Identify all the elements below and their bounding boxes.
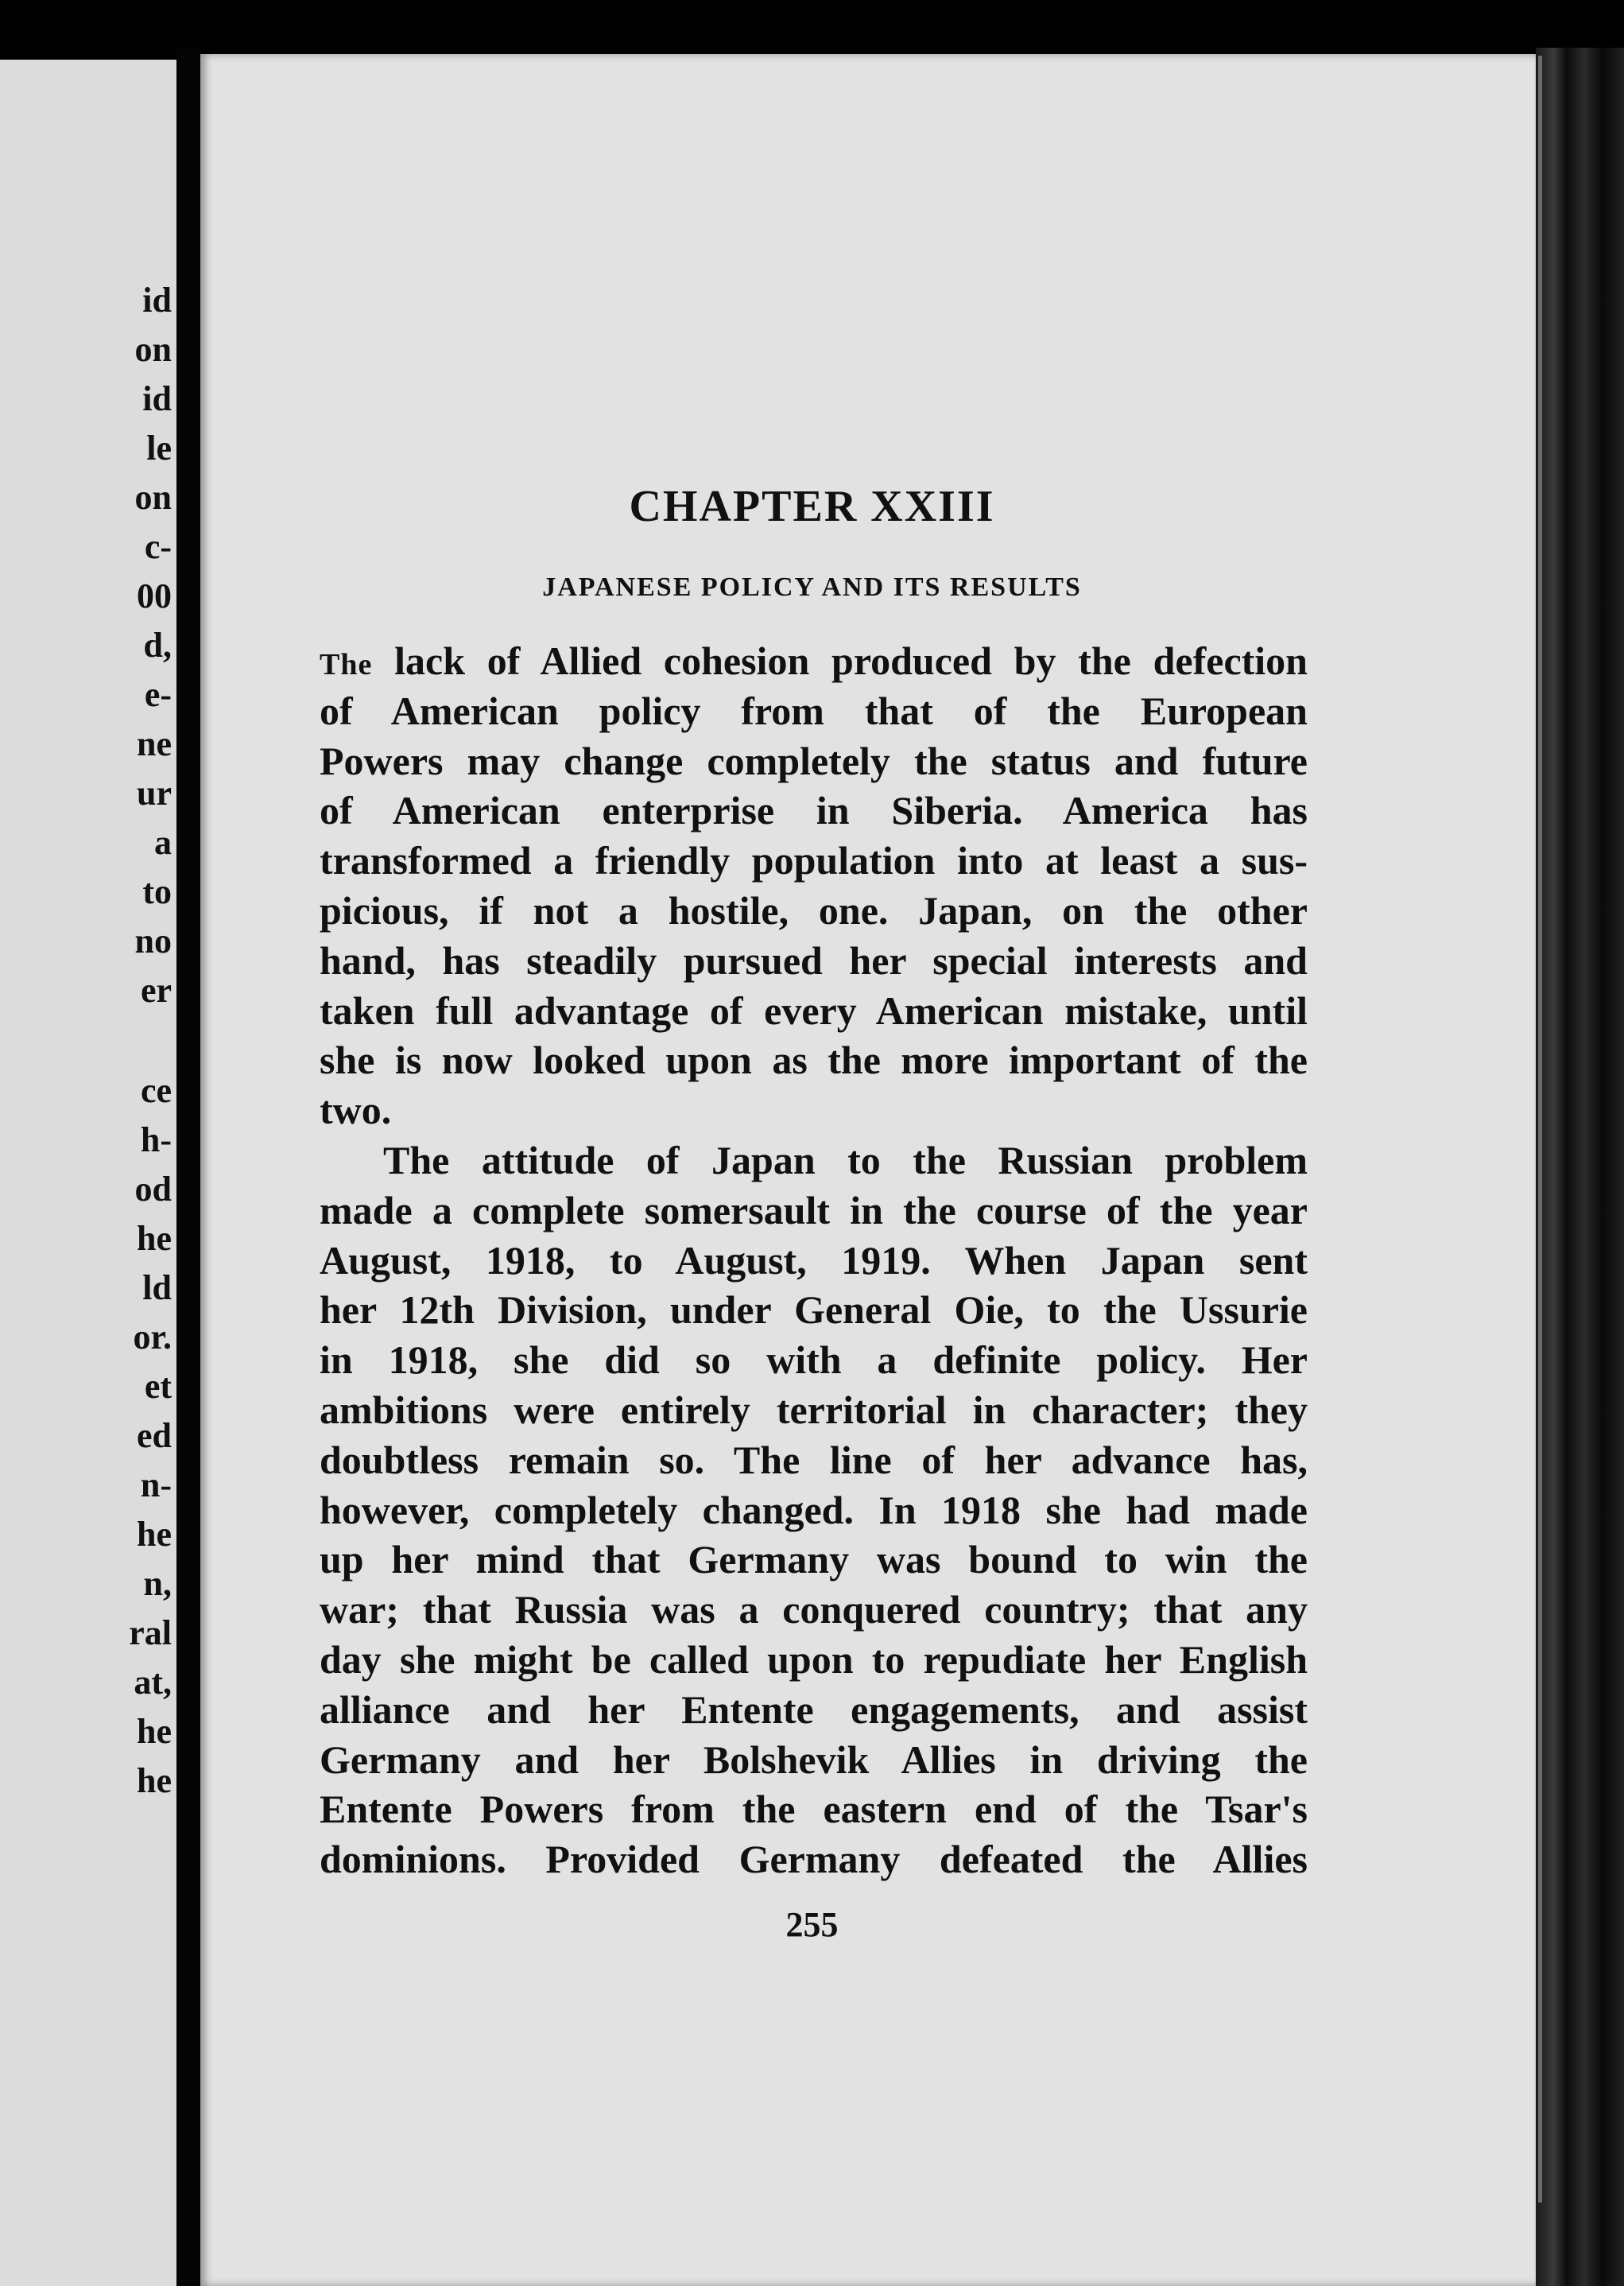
left-line-fragment: n-: [140, 1465, 172, 1504]
smallcaps-first-word: The: [320, 648, 373, 681]
left-line-fragment: ld: [142, 1268, 172, 1307]
left-line-fragment: et: [144, 1367, 172, 1406]
text-line: Powers may change completely the status and future: [320, 738, 1308, 783]
text-line: of American policy from that of the European: [320, 688, 1308, 733]
text-line: up her mind that Germany was bound to win the: [320, 1537, 1308, 1582]
left-line-fragment: d,: [143, 626, 172, 665]
text-line: however, completely changed. In 1918 she had made: [320, 1487, 1308, 1532]
text-line: ambitions were entirely territorial in character; they: [320, 1387, 1308, 1432]
book-gutter: [176, 48, 200, 2286]
page-edges: [1536, 48, 1624, 2286]
text-line: alliance and her Entente engagements, and assist: [320, 1686, 1308, 1732]
left-line-fragment: he: [137, 1219, 172, 1258]
left-page-fragment: [0, 60, 176, 2286]
left-line-fragment: a: [154, 823, 172, 862]
text-line-rest: lack of Allied cohesion produced by the defection: [372, 638, 1308, 683]
left-line-fragment: on: [134, 330, 172, 369]
text-line: in 1918, she did so with a definite policy. Her: [320, 1337, 1308, 1383]
left-line-fragment: 00: [137, 576, 172, 615]
text-line: picious, if not a hostile, one. Japan, on the other: [320, 887, 1308, 933]
text-line: her 12th Division, under General Oie, to the Ussurie: [320, 1287, 1308, 1333]
left-line-fragment: no: [134, 922, 172, 961]
left-line-fragment: id: [142, 379, 172, 418]
left-line-fragment: ne: [137, 724, 172, 763]
text-line: Germany and her Bolshevik Allies in driving the: [320, 1737, 1308, 1782]
left-line-fragment: od: [134, 1170, 172, 1209]
left-line-fragment: or.: [133, 1318, 172, 1356]
text-line: taken full advantage of every American mistake, until: [320, 988, 1308, 1033]
left-line-fragment: er: [140, 971, 172, 1010]
text-line: Entente Powers from the eastern end of the Tsar's: [320, 1787, 1308, 1832]
left-line-fragment: ur: [137, 774, 172, 813]
left-line-fragment: to: [142, 872, 172, 911]
left-line-fragment: he: [137, 1761, 172, 1800]
text-line: doubtless remain so. The line of her advance has,: [320, 1437, 1308, 1482]
text-line: August, 1918, to August, 1919. When Japan sent: [320, 1237, 1308, 1283]
left-line-fragment: ed: [137, 1416, 172, 1455]
page-edge-highlight: [1538, 56, 1542, 2203]
left-line-fragment: c-: [144, 527, 172, 566]
left-line-fragment: le: [146, 429, 172, 468]
chapter-subtitle: JAPANESE POLICY AND ITS RESULTS: [542, 572, 1082, 602]
text-line: dominions. Provided Germany defeated the Allies: [320, 1837, 1308, 1882]
left-line-fragment: e-: [144, 675, 172, 714]
text-line: transformed a friendly population into at least a sus-: [320, 838, 1308, 883]
left-line-fragment: at,: [134, 1663, 172, 1702]
left-line-fragment: n,: [143, 1564, 172, 1603]
text-line: war; that Russia was a conquered country; that any: [320, 1587, 1308, 1632]
chapter-title: CHAPTER XXIII: [629, 482, 995, 531]
text-line: hand, has steadily pursued her special interests and: [320, 937, 1308, 983]
left-line-fragment: ce: [140, 1071, 172, 1110]
text-line: she is now looked upon as the more important of the: [320, 1038, 1308, 1083]
text-line: [320, 636, 1308, 686]
body-text: [320, 636, 1308, 1884]
text-line: of American enterprise in Siberia. America has: [320, 788, 1308, 833]
left-line-fragment: h-: [140, 1120, 172, 1159]
left-line-fragment: id: [142, 281, 172, 320]
left-line-fragment: ral: [129, 1613, 172, 1652]
text-line: made a complete somersault in the course of the year: [320, 1187, 1308, 1232]
left-line-fragment: on: [134, 478, 172, 517]
left-line-fragment: he: [137, 1712, 172, 1751]
left-line-fragment: he: [137, 1515, 172, 1554]
left-paragraph-gap: [5, 1015, 172, 1066]
text-line-paragraph-end: two.: [320, 1088, 392, 1133]
text-line: day she might be called upon to repudiate her English: [320, 1636, 1308, 1682]
text-line-paragraph-start: The attitude of Japan to the Russian problem: [383, 1137, 1308, 1182]
page-number: 255: [785, 1905, 839, 1944]
